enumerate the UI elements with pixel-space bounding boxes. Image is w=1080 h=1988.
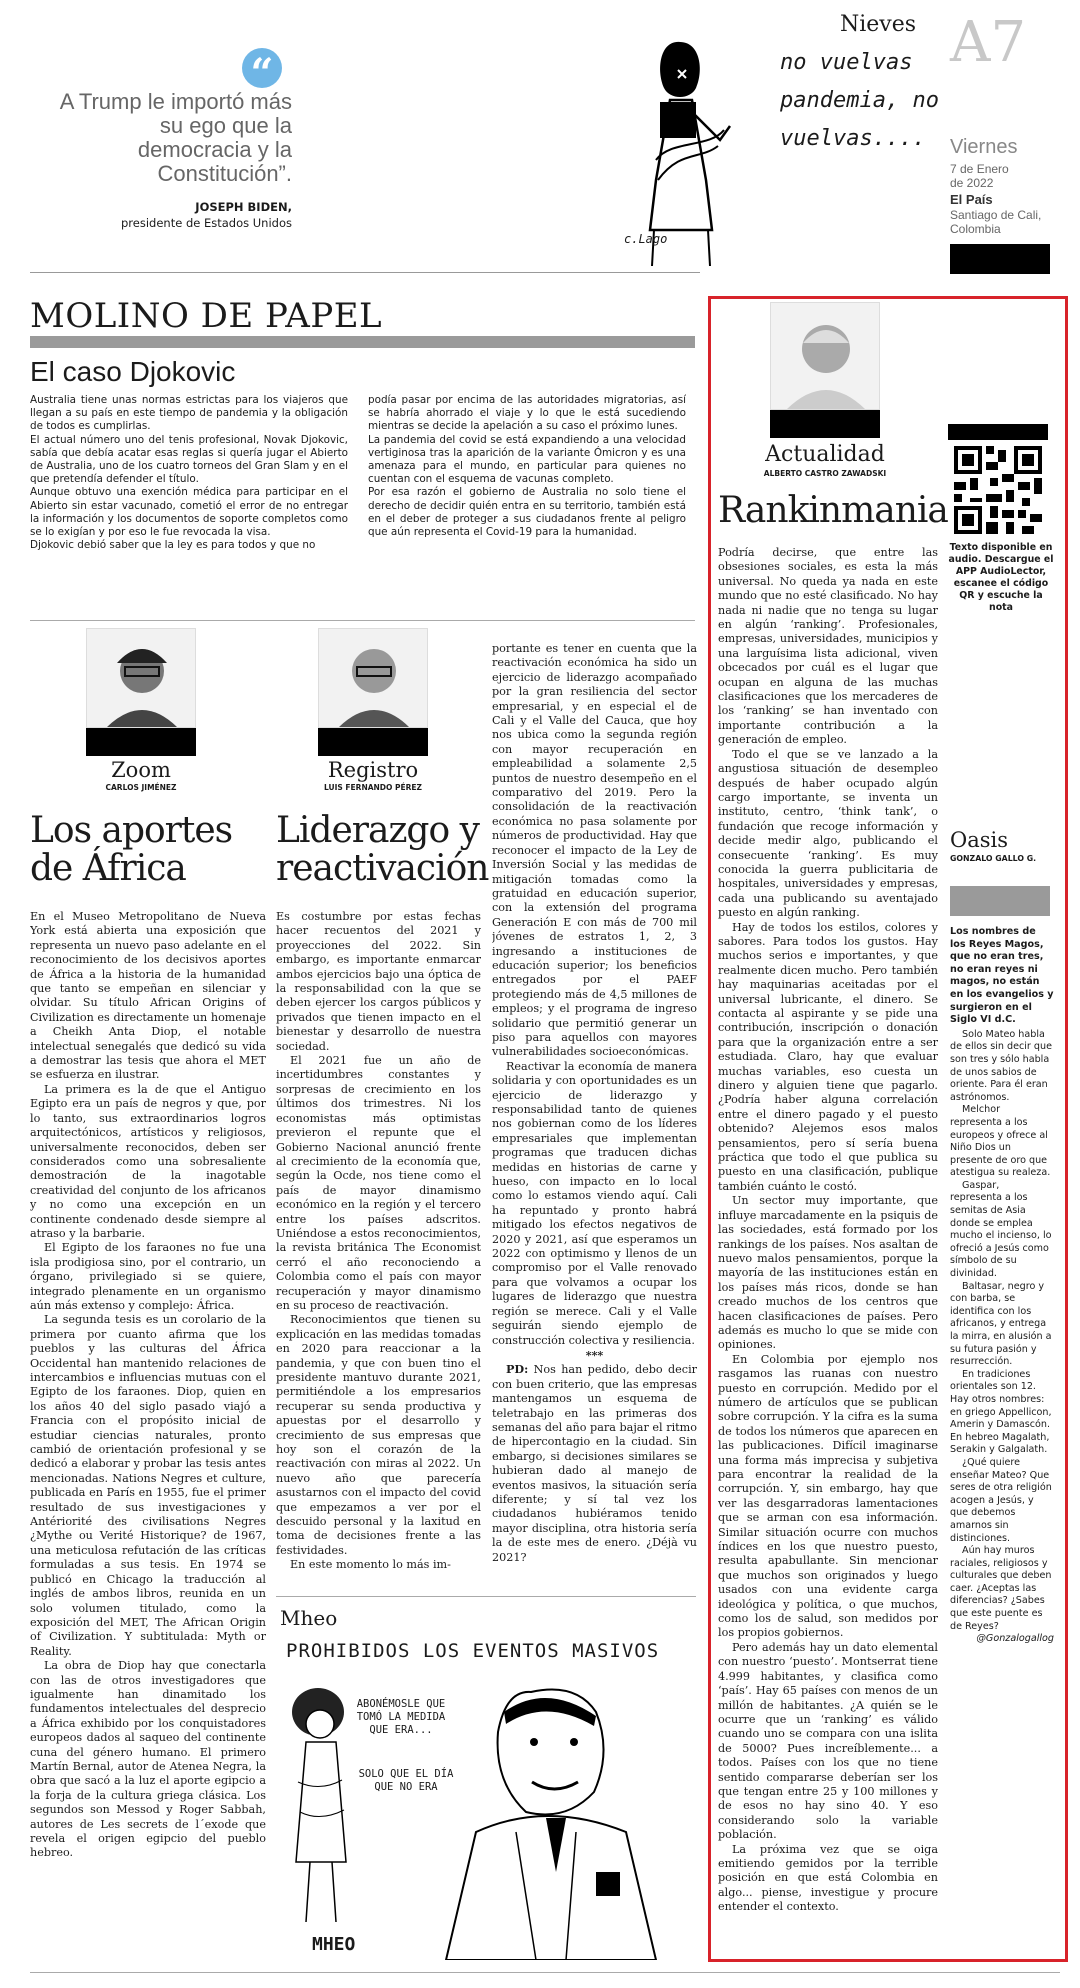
oasis-p3: Gaspar, representa a los semitas de Asia donde se emplea mucho el incienso, lo ofreció a Jesús como símbolo de su divinidad. [950, 1179, 1052, 1280]
oasis-p6: ¿Qué quiere enseñar Mateo? Que seres de otra religión acogen a Jesús, y que debemos amarnos sin distinciones. [950, 1456, 1052, 1544]
masthead-date: 7 de Enero de 2022 [950, 162, 1009, 190]
masthead-day: Viernes [950, 136, 1018, 158]
quote-block [30, 44, 292, 234]
oasis-p7: Aún hay muros raciales, religiosos y culturales que deben caer. ¿Aceptas las diferencias? ¿Sabes que este puente es de Reyes? [950, 1545, 1052, 1632]
zoom-p5: La obra de Diop hay que conectarla con las de otros investigadores que igualmente han dinamitado los fundamentos intelectuales del desprecio a África exhibido por los conquistadores europeos dados al saqueo del continente cuna del género humano. El primero Martín Bernal, autor de Atenea Negra, la obra que sacó a la luz el aporte egipcio a la forja de la cultura griega clásica. Los segundos son Messod y Roger Sabbah, autores de Les secrets de l´exode que revela el origen egipcio del pueblo hebreo. [30, 1659, 266, 1860]
editorial-p7: Por esa razón el gobierno de Australia no solo tiene el derecho de decidir quién entra en su territorio, también está en el deber de proteger a sus ciudadanos frente al peligro que aún representa el Covid-19 para la humanidad. [368, 486, 686, 539]
registro-header [318, 628, 428, 798]
qr-code[interactable] [954, 446, 1042, 534]
zoom-bar [86, 728, 196, 756]
zoom-p2: La primera es la de que el Antiguo Egipto era un país de negros y que, por lo tanto, sus extraordinarios logros arquitectónicos, artísticos y religiosos, universalmente reconocidos, deben ser considerados como una sobresaliente demostración de la inagotable creatividad del conjunto de los africanos y no como una excepción en un continente condenado desde siempre al atraso y la barbarie. [30, 1082, 266, 1240]
quote-mark-icon: “ [242, 48, 282, 88]
editorial-p3: Aunque obtuvo una exención médica para participar en el Abierto sin estar vacunado, cometió el error de no entregar la información y los documentos de soporte completos como se lo exigían y por eso le fue revocada la visa. [30, 486, 348, 539]
registro-p4: En este momento lo más im- [290, 1558, 451, 1572]
cartoon-bottom-rule [276, 1596, 696, 1597]
editorial-title: El caso Djokovic [30, 356, 236, 387]
actualidad-author: ALBERTO CASTRO ZAWADSKI [763, 469, 887, 478]
masthead [950, 10, 1060, 275]
editorial-p4: Djokovic debió saber que la ley es para todos y que no [30, 539, 316, 552]
cartoon-bubble-1: ABONÉMOSLE QUE TOMÓ LA MEDIDA QUE ERA... [356, 1698, 446, 1736]
registro-p1: Es costumbre por estas fechas hacer recuentos del 2021 y proyecciones del 2022. Sin embargo, es importante enmarcar ambos ejercicios bajo una óptica de la responsabilidad con la que se deben ejercer los cargos públicos y privados que tienen impacto en el bienestar y desarrollo de nuestra sociedad. [276, 910, 481, 1053]
actualidad-p2: Todo el que se ve lanzado a la angustiosa situación de desempleo después de haber ocupado algún cargo importante, se inventa un instituto, centro, ‘think tank’, o fundación que recoge información y decide medir algo, publicando el consecuente ‘ranking’. Es muy conocida la guerra publicitaria de hospitales, universidades y empresas, cada una publicando su aventajado puesto en algún ranking. [718, 747, 938, 920]
quote-author: JOSEPH BIDEN, [195, 200, 292, 214]
zoom-p1: En el Museo Metropolitano de Nueva York está abierta una exposición que representa un nuevo paso adelante en el reconocimiento de los decisivos aportes de África a la historia de la humanidad que tanto se empeñan en silenciar y olvidar. Su título African Origins of Civilization es directamente un homenaje a Cheikh Anta Diop, el notable intelectual senegalés que dedicó su vida a demostrar las tesis que ahora el MET se esfuerza en ilustrar. [30, 910, 266, 1082]
cartoon-top-signature: c.Lago [624, 232, 668, 246]
actualidad-p7: La próxima vez que se oiga emitiendo gemidos por la terrible posición en que está Colombia en algo... piense, investigue y procure entender el contexto. [718, 1842, 938, 1914]
registro-p6: Reactivar la economía de manera solidaria y con oportunidades es un ejercicio de liderazgo y responsabilidad tanto de quienes nos gobiernan como de los líderes empresariales que implementan programas que traducen dichas medidas en historias de carne y hueso, con impacto en lo local como lo estamos viendo aquí. Cali ha repuntado y pronto habrá mitigado los efectos negativos de 2020 y 2021, así que esperamos un 2022 con optimismo y llenos de un compromiso por el Valle renovado para que volvamos a ocupar los lugares de liderazgo que nuestra región se merece. Cali y el Valle seguirán siendo ejemplo de construcción colectiva y resiliencia. [492, 1059, 697, 1347]
cartoon-top [620, 10, 940, 272]
zoom-header [86, 628, 196, 798]
zoom-p3: El Egipto de los faraones no fue una isla prodigiosa sino, por el contrario, un órgano, privilegiado si se quiere, integrado plenamente en un organismo aún más extenso y complejo: África. [30, 1241, 266, 1312]
masthead-bar [950, 244, 1050, 274]
oasis-p4: Baltasar, negro y con barba, se identifica con los africanos, y entrega la mirra, en alusión a su futura pasión y resurrección. [950, 1280, 1052, 1368]
editorial-rule [30, 620, 695, 621]
masthead-paper: El País [950, 192, 993, 207]
registro-author: LUIS FERNANDO PÉREZ [324, 783, 422, 792]
oasis-handle: @Gonzalogallog [976, 1633, 1054, 1645]
actualidad-body [718, 546, 938, 1952]
registro-separator: *** [585, 1347, 604, 1362]
section-title: MOLINO DE PAPEL [30, 296, 383, 336]
zoom-column-name: Zoom [111, 758, 171, 782]
actualidad-p6: Pero además hay un dato elemental con nuestro ‘puesto’. Montserrat tiene 4.999 habitantes, y clasifica como ‘país’. Hay 65 países con menos de un millón de habitantes. ¿A quién se le ocurre que un ‘ranking’ es válido cuando uno se compara con una islita de 5000? Pues increíblemente... a todos. Países con los que no tiene sentido compararse deberían ser los que tengan entre 25 y 100 millones y de esos no hay sino 40. Y eso considerando solo la variable población. [718, 1640, 938, 1842]
oasis-author: GONZALO GALLO G. [950, 854, 1037, 863]
zoom-p4: La segunda tesis es un corolario de la primera por cuanto afirma que los pueblos y las culturas del África Occidental han mantenido relaciones de intercambios e influencias mutuas con el Egipto de los faraones. Diop, quien en los años 40 del siglo pasado viajó a Francia con el propósito inicial de estudiar ciencias naturales, pronto cambió de orientación profesional y se dedicó a elaborar y probar las tesis antes mencionadas. Nations Negres et culture, publicada en París en 1955, fue el primer resultado de sus investigaciones y Antériorité des civilisations Negres ¿Mythe ou Verité Historique? de 1967, una meticulosa refutación de las críticas formuladas a sus tesis. En 1974 se publicó en Chicago la traducción al inglés de ambos libros, reunida en un solo volumen titulado, como la exposición del MET, The African Origin of Civilization. Y subtitulada: Myth or Reality. [30, 1313, 266, 1658]
registro-col2 [492, 642, 697, 1584]
registro-p5: portante es tener en cuenta que la reactivación económica ha sido un ejercicio de liderazgo acompañado por la gran resiliencia del sector empresarial, y en especial el de Cali y el Valle del Cauca, que hoy nos ubica como la segunda región con mayor recuperación en empleabilidad a solamente 2,5 puntos de nuestro desempeño en el comparativo del 2019. Pero la consolidación de la reactivación económica no pasa solamente por números de productividad. Hay que reconocer el impacto de la Ley de Inversión Social y las medidas de mitigación tomadas como la gratuidad en educación superior, con la extensión del programa Generación E con más de 700 mil jóvenes de estratos 1, 2, 3 ingresando a instituciones de educación superior; los beneficios entregados por el PAEF protegiendo más de 4,5 millones de empleos; y el programa de ingreso solidario que permitió generar un piso para aquellos con mayores vulnerabilidades socioeconómicas. [492, 642, 697, 1059]
oasis-column-name: Oasis [950, 828, 1009, 852]
registro-column-name: Registro [327, 758, 419, 782]
cartoon-bottom-signature: MHEO [312, 1934, 356, 1955]
oasis-p2: Melchor representa a los europeos y ofrece al Niño Dios un presente de oro que atestigua su realeza. [950, 1104, 1051, 1179]
quote-author-role: presidente de Estados Unidos [121, 216, 292, 230]
actualidad-p5: En Colombia por ejemplo nos rasgamos las ruanas con nuestro puesto en corrupción. Medido por el número de artículos que se publican sobre corrupción. Y la cifra es la suma de todos los números que aparecen en las publicaciones. Difícil imaginarse una forma más imprecisa y subjetiva para encontrar la realidad de la corrupción. Y, sin embargo, hay que ver las desgarradoras lamentaciones que se arman con esa información. Similar situación ocurre con muchos índices en los que nuestro puesto, resulta apabullante. Sin mencionar que muchos son originados y luego usados con una evidente carga ideológica y política, o que muchos, como los de salud, son medidos por los propios gobiernos. [718, 1352, 938, 1640]
zoom-headline: Los aportes de África [30, 810, 233, 889]
page-number: A7 [950, 10, 1027, 75]
audio-text: Texto disponible en audio. Descargue el APP AudioLector, escanee el código QR y escuche la nota [948, 542, 1054, 613]
audio-bar [948, 424, 1048, 440]
cartoon-bubble-2: SOLO QUE EL DÍA QUE NO ERA [358, 1768, 454, 1793]
zoom-body [30, 910, 266, 1946]
quote-text: A Trump le importó más su ego que la democracia y la Constitución”. [59, 89, 292, 186]
actualidad-p1: Podría decirse, que entre las obsesiones sociales, es esta la más universal. No queda ya nada en este mundo que no esté clasificado. No hay nada ni nadie que no tenga su lugar en algún ‘ranking’. Profesionales, empresas, universidades, municipios y una larguísima lista adicional, viven obcecados por cuál es el lugar que ocupan en alguna de las muchas clasificaciones que los mercaderes de los ‘ranking’ se han inventado con importante contribución a la generación de empleo. [718, 546, 938, 747]
oasis-p1: Solo Mateo habla de ellos sin decir que son tres y sólo habla de unos sabios de oriente. Para él eran astrónomos. [950, 1028, 1052, 1103]
registro-col1 [276, 910, 481, 1588]
actualidad-p4: Un sector muy importante, que influye marcadamente en la psiquis de las sociedades, está formado por los rankings de los países. Nos asaltan de nuevo malos pensamientos, porque la mayoría de las instituciones están en los países más ricos, donde se han creado muchos de los centros que hacen clasificaciones de países. Pero además es mucho lo que se mide con opiniones. [718, 1194, 938, 1352]
oasis-lead: Los nombres de los Reyes Magos, que no eran tres, no eran reyes ni magos, no están en los evangelios y surgieron en el Siglo VI d.C. [950, 926, 1054, 1026]
oasis-p5: En tradiciones orientales son 12. Hay otros nombres: en griego Appellicon, Amerin y Damascón. En hebreo Magalath, Serakin y Galgalath. [950, 1368, 1052, 1456]
editorial-col1 [30, 394, 348, 616]
oasis-bar [950, 886, 1050, 916]
actualidad-author-photo [770, 302, 880, 410]
actualidad-p3: Hay de todos los estilos, colores y sabores. Para todos los gustos. Hay muchos serios e importantes, y que realmente dicen mucho. Pero también hay maquinarias aceitadas por el universal lubricante, el dinero. Se contacta al aspirante y se pide una contribución, inscripción o donación para que la organización entre a ser estudiada. Claro, hay que evaluar muchas variables, eso cuesta un dinero y alguien tiene que pagarlo. ¿Podría haber alguna correlación entre el dinero pagado y el puesto obtenido? Alejemos esos malos pensamientos, pero sí sería buena práctica que todo el que publica su puesto en una clasificación, publique también cuánto le costó. [718, 920, 938, 1193]
registro-pd-text: Nos han pedido, debo decir con buen criterio, que las empresas mantengamos un esquema de teletrabajo en las primeras dos semanas del año para bajar el ritmo de hipercontagio en la ciudad. Sin embargo, si decisiones similares se hubieran dado al manejo de eventos masivos, la situación sería diferente; y sí tal vez los ciudadanos hubiéramos tenido mayor disciplina, otra historia sería la de este mes de enero. ¿Déjà vu 2021? [492, 1363, 697, 1564]
cartoon-bottom-drawing [276, 1672, 696, 1960]
oasis-body [950, 926, 1054, 1930]
cartoon-bottom [276, 1596, 696, 1960]
actualidad-headline: Rankinmania [718, 490, 948, 531]
editorial-p1: Australia tiene unas normas estrictas para los viajeros que llegan a su país en este tiempo de pandemia y la obligación de todos es cumplirlas. [30, 394, 348, 433]
masthead-location: Santiago de Cali, Colombia [950, 208, 1042, 236]
editorial-p5: podía pasar por encima de las autoridades migratorias, así se habría ahorrado el viaje y lo que le está sucediendo mientras se decide la apelación a su caso el próximo lunes. [368, 394, 686, 433]
registro-author-photo [318, 628, 428, 728]
registro-p3: Reconocimientos que tienen su explicación en las medidas tomadas en 2020 para reaccionar a la pandemia, y que con buen tino el presidente mantuvo durante 2021, permitiéndole a los empresarios recuperar su senda productiva y apuestas por el desarrollo y crecimiento de sus empresas que hoy son el corazón de la reactivación con miras al 2022. Un nuevo año que parecería asustarnos con el impacto del covid que empezamos a ver por el descuido personal y la laxitud en toma de decisiones frente a las festividades. [276, 1313, 481, 1557]
cartoon-bottom-artist: Mheo [280, 1606, 338, 1630]
cartoon-top-artist: Nieves [840, 12, 917, 37]
registro-bar [318, 728, 428, 756]
registro-pd-label: PD: [506, 1362, 529, 1377]
editorial-p6: La pandemia del covid se está expandiendo a una velocidad vertiginosa tras la aparición de la variante Ómicron y es una amenaza para el mundo, en particular para quienes no cuentan con el esquema de vacunas completo. [368, 433, 686, 486]
bottom-rule [30, 1972, 1060, 1973]
cartoon-top-text: no vuelvas pandemia, no vuelvas.... [780, 50, 939, 151]
top-rule [30, 272, 700, 273]
editorial-p2: El actual número uno del tenis profesional, Novak Djokovic, sabía que debía acatar esas reglas si quería jugar el Abierto de Australia, uno de los cuatro torneos del Gran Slam y en el que pretendía defender el título. [30, 433, 348, 486]
section-bar [30, 336, 695, 348]
registro-p2: El 2021 fue un año de incertidumbres constantes y sorpresas de crecimiento en los últimos dos trimestres. Ni los economistas más optimistas previeron el repunte que el Gobierno Nacional anunció frente al crecimiento de la economía que, según la Ocde, nos tiene como el país de mayor dinamismo económico en la región y el tercero entre los países adscritos. Uniéndose a estos reconocimientos, la revista británica The Economist cerró el año reconociendo a Colombia como el país con mayor recuperación y mayor dinamismo en su proceso de reactivación. [276, 1054, 481, 1312]
actualidad-bar [770, 410, 880, 438]
zoom-author-photo [86, 628, 196, 728]
registro-headline: Liderazgo y reactivación [276, 810, 489, 889]
zoom-author: CARLOS JIMÉNEZ [105, 783, 177, 792]
actualidad-header [763, 302, 887, 482]
cartoon-bottom-title: PROHIBIDOS LOS EVENTOS MASIVOS [286, 1640, 660, 1662]
actualidad-column-name: Actualidad [765, 442, 885, 467]
editorial-col2 [368, 394, 686, 616]
